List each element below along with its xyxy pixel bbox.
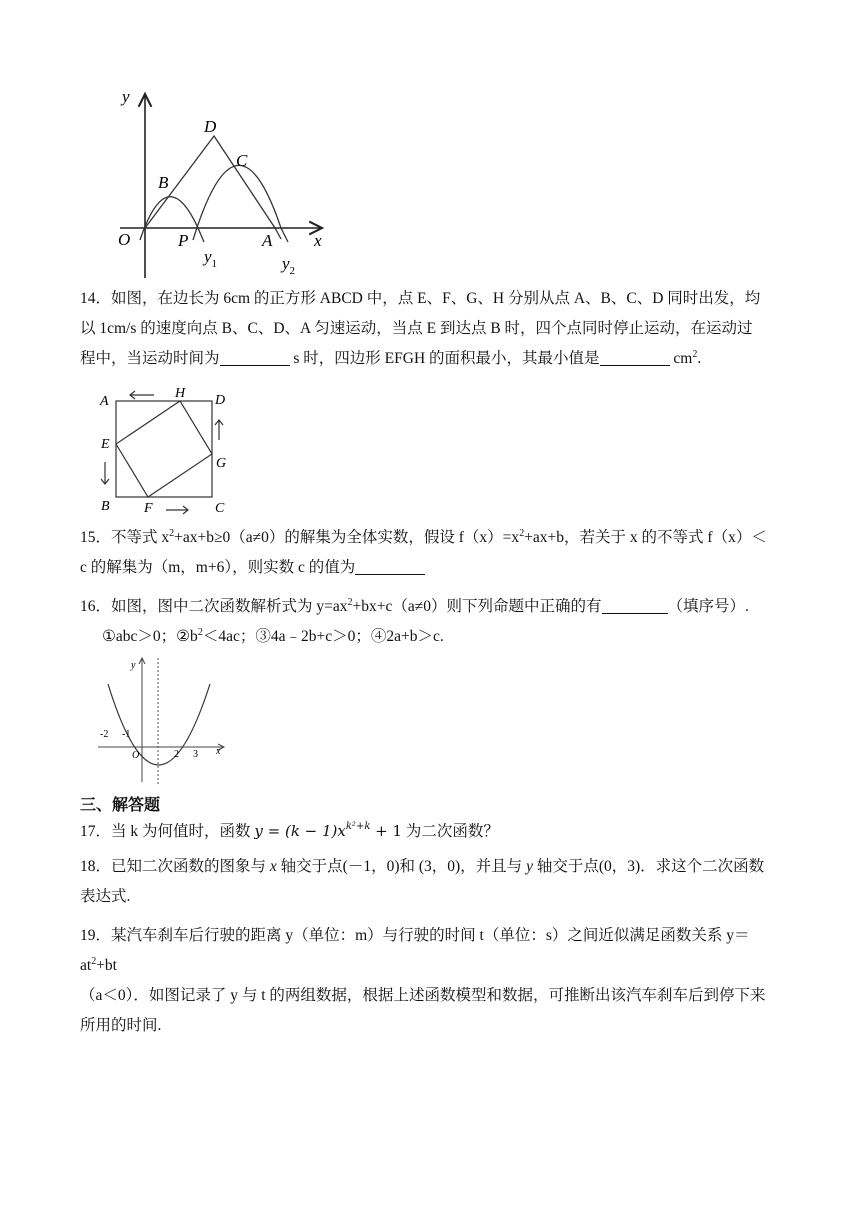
- figure-square-q14: [96, 384, 244, 520]
- label-x: x: [216, 746, 221, 757]
- q14-line2: 以 1cm/s 的速度向点 B、C、D、A 匀速运动，当点 E 到达点 B 时，四个点同时停止运动，在运动过: [80, 320, 753, 337]
- label-A: A: [100, 394, 109, 409]
- label-G: G: [216, 456, 227, 471]
- q14-line3: 程中，当运动时间为 s 时，四边形 EFGH 的面积最小，其最小值是 $cm^2$.: [80, 348, 702, 367]
- question-17: [80, 816, 780, 847]
- label-B: B: [158, 173, 169, 192]
- q15-line2: c 的解集为（m，m+6），则实数 c 的值为: [80, 553, 780, 583]
- answer-blank-c[interactable]: [355, 556, 425, 575]
- answer-blank-area[interactable]: [600, 347, 670, 366]
- section-heading: 三、解答题: [80, 795, 161, 814]
- tick-minus1: -1: [122, 729, 131, 740]
- quad-EFGH: [116, 401, 212, 497]
- label-A: A: [262, 231, 273, 250]
- q14-line1: 14．如图，在边长为 6cm 的正方形 ABCD 中，点 E、F、G、H 分别从点 A、B、C、D 同时出发，均: [80, 290, 761, 307]
- label-B: B: [101, 499, 110, 514]
- q19-line1: 19．某汽车刹车后行驶的距离 y（单位：m）与行驶的时间 t（单位：s）之间近似满足函数关系 $y=at^2+bt$: [80, 927, 750, 974]
- figure-parabola-q16: [94, 654, 234, 788]
- question-16: [80, 592, 780, 652]
- answer-blank-time[interactable]: [220, 347, 290, 366]
- question-14: [80, 284, 780, 374]
- label-y1: $y_1$: [204, 247, 218, 270]
- q19-line2: （a＜0）．如图记录了 y 与 t 的两组数据，根据上述函数模型和数据，可推断出该汽车刹车后到停下来: [80, 987, 766, 1004]
- label-E: E: [101, 437, 110, 452]
- label-P: P: [178, 231, 189, 250]
- label-H: H: [175, 386, 186, 401]
- q16-line1: 16．如图，图中二次函数解析式为 $y=ax^2+bx+c(a\ne 0)$则下列命题中正确的有 （填序号）.: [80, 596, 749, 615]
- label-F: F: [144, 501, 153, 516]
- label-O: O: [132, 750, 140, 761]
- q18-line2: 表达式.: [80, 888, 131, 905]
- q15-line1: 15．不等式 $x^2+ax+b\ge 0(a\ne 0)$的解集为全体实数，假设 $f(x)=x^2+ax+b$，若关于 x 的不等式 f（x）＜: [80, 527, 767, 546]
- label-O: O: [118, 230, 131, 249]
- question-19: [80, 921, 780, 1041]
- question-18: [80, 852, 780, 912]
- square-ABCD: [116, 401, 212, 497]
- tick-minus2: -2: [100, 729, 109, 740]
- tick-2: 2: [174, 749, 179, 760]
- question-15: [80, 523, 780, 583]
- label-y: y: [131, 660, 136, 671]
- arrow-right-icon: [166, 506, 188, 514]
- q19-line3: 所用的时间.: [80, 1017, 162, 1034]
- label-D: D: [204, 117, 217, 136]
- q16-line2: ①abc＞0；$②b^2<4ac$；③4a﹣2b+c＞0；④2a+b＞c.: [102, 626, 444, 645]
- arrow-left-icon: [130, 391, 154, 399]
- label-x: x: [314, 231, 322, 250]
- label-y2: $y_2$: [282, 254, 296, 277]
- figure-parabolas-q13: [100, 80, 340, 290]
- q18-line1: 18．已知二次函数的图象与 x 轴交于点(－1，0)和 (3，0)，并且与 y 轴交于点(0，3)．求这个二次函数: [80, 858, 765, 875]
- label-C: C: [236, 151, 248, 170]
- arrow-down-icon: [101, 462, 109, 484]
- arrow-up-icon: [215, 420, 223, 440]
- answer-blank-options[interactable]: [602, 595, 668, 614]
- tick-3: 3: [193, 749, 198, 760]
- label-y: y: [122, 87, 130, 106]
- label-D: D: [215, 393, 226, 408]
- q17-formula: $y = (k - 1)x^{k^2+k} + 1$: [254, 821, 403, 840]
- q17-line: 17．当 k 为何值时，函数 $y = (k - 1)x^{k^2+k} + 1$ 为二次函数？: [80, 821, 499, 840]
- label-C: C: [215, 501, 225, 516]
